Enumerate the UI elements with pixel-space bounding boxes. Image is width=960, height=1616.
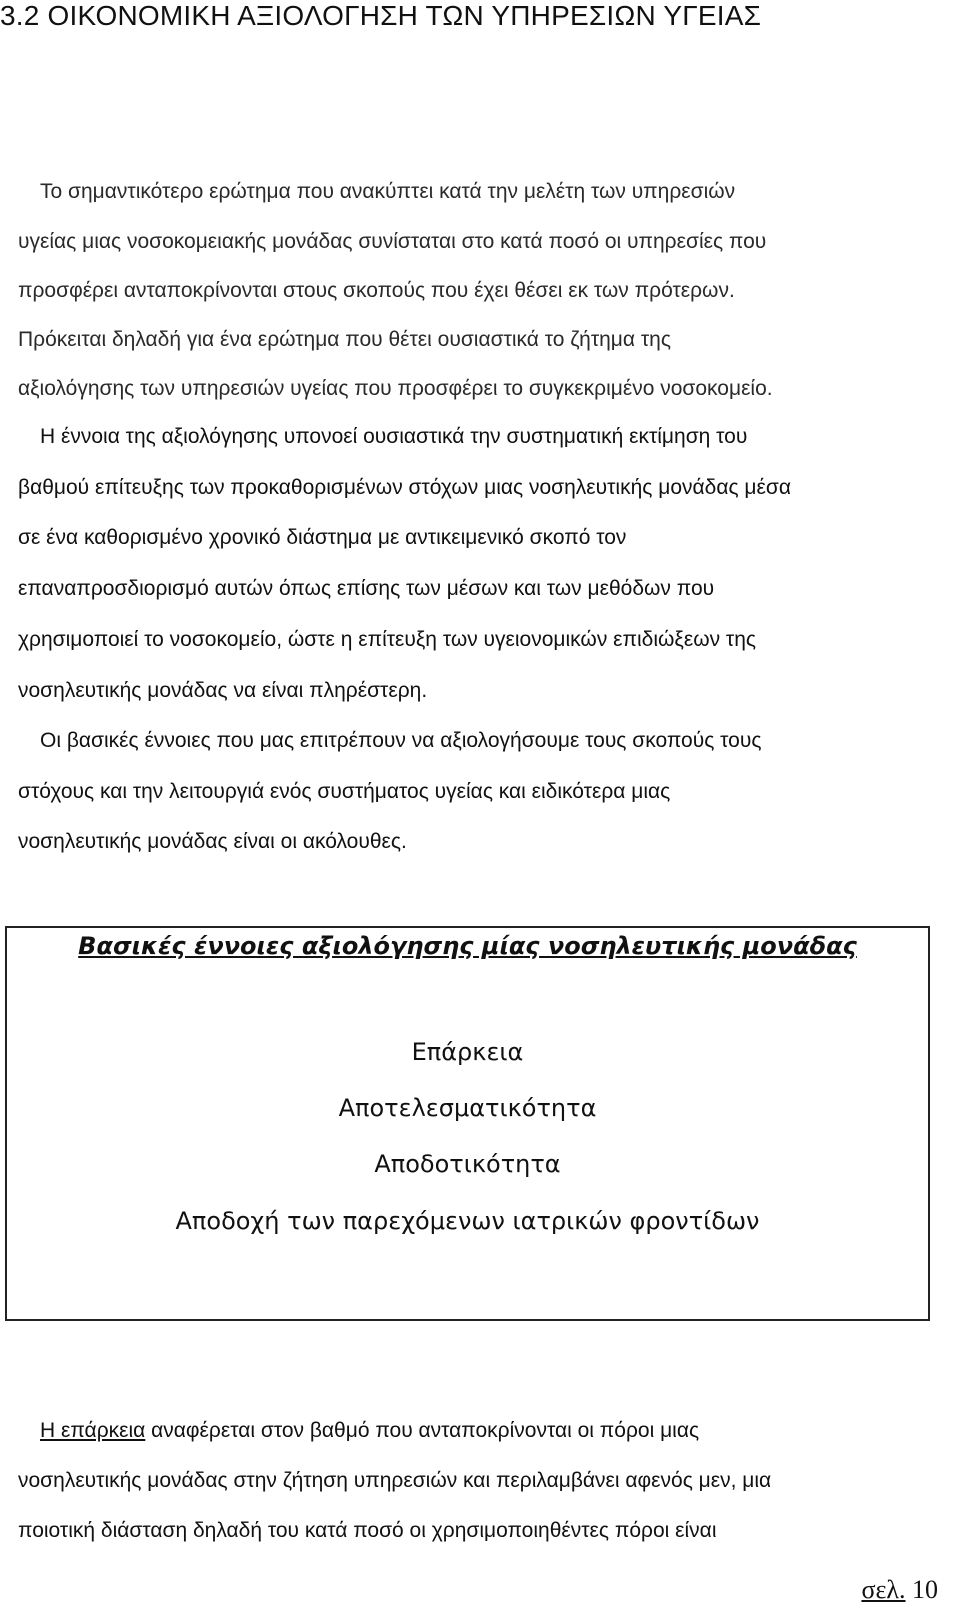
text-line: Οι βασικές έννοιες που μας επιτρέπουν να αξιολογήσουμε τους σκοπούς τους xyxy=(40,729,762,752)
text-line: σε ένα καθορισμένο χρονικό διάστημα με αντικειμενικό σκοπό τον xyxy=(18,526,627,549)
page-number xyxy=(861,1574,938,1606)
concept-item-efficiency: Αποδοτικότητα xyxy=(374,1150,561,1178)
text-line: υγείας μιας νοσοκομειακής μονάδας συνίσταται στο κατά ποσό οι υπηρεσίες που xyxy=(18,230,767,253)
text-line: προσφέρει ανταποκρίνονται στους σκοπούς που έχει θέσει εκ των πρότερων. xyxy=(18,279,735,302)
text-line: νοσηλευτικής μονάδας να είναι πληρέστερη. xyxy=(18,679,428,702)
text-line: αξιολόγησης των υπηρεσιών υγείας που προσφέρει το συγκεκριμένο νοσοκομείο. xyxy=(18,377,773,400)
page-number-label: σελ. xyxy=(861,1575,906,1604)
text-line: χρησιμοποιεί το νοσοκομείο, ώστε η επίτευξη των υγειονομικών επιδιώξεων της xyxy=(18,628,757,651)
text-line: Η έννοια της αξιολόγησης υπονοεί ουσιαστικά την συστηματική εκτίμηση του xyxy=(40,425,748,448)
section-heading: 3.2 ΟΙΚΟΝΟΜΙΚΗ ΑΞΙΟΛΟΓΗΣΗ ΤΩΝ ΥΠΗΡΕΣΙΩΝ ΥΓΕΙΑΣ xyxy=(0,0,762,31)
text-line: νοσηλευτικής μονάδας είναι οι ακόλουθες. xyxy=(18,830,407,853)
text-line: βαθμού επίτευξης των προκαθορισμένων στόχων μιας νοσηλευτικής μονάδας μέσα xyxy=(18,476,791,499)
concept-item-adequacy: Επάρκεια xyxy=(411,1038,524,1066)
text-line: Το σημαντικότερο ερώτημα που ανακύπτει κατά την μελέτη των υπηρεσιών xyxy=(40,180,736,203)
text-line: στόχους και την λειτουργιά ενός συστήματος υγείας και ειδικότερα μιας xyxy=(18,780,671,803)
concepts-box xyxy=(5,926,930,1321)
text-line: νοσηλευτικής μονάδας στην ζήτηση υπηρεσιών και περιλαμβάνει αφενός μεν, μια xyxy=(18,1469,772,1492)
term-adequacy: Η επάρκεια xyxy=(40,1419,146,1442)
text-line: ποιοτική διάσταση δηλαδή του κατά ποσό οι χρησιμοποιηθέντες πόροι είναι xyxy=(18,1519,717,1542)
text-line: επαναπροσδιορισμό αυτών όπως επίσης των μέσων και των μεθόδων που xyxy=(18,577,715,600)
box-title: Βασικές έννοιες αξιολόγησης μίας νοσηλευτικής μονάδας xyxy=(78,932,857,960)
text-fragment: αναφέρεται στον βαθμό που ανταποκρίνονται οι πόροι μιας xyxy=(145,1419,700,1442)
concept-item-effectiveness: Αποτελεσματικότητα xyxy=(338,1094,597,1122)
page-number-value: 10 xyxy=(912,1575,938,1604)
text-line xyxy=(40,1417,699,1445)
concept-item-acceptance: Αποδοχή των παρεχόμενων ιατρικών φροντίδων xyxy=(175,1207,760,1235)
text-line: Πρόκειται δηλαδή για ένα ερώτημα που θέτει ουσιαστικά το ζήτημα της xyxy=(18,328,671,351)
